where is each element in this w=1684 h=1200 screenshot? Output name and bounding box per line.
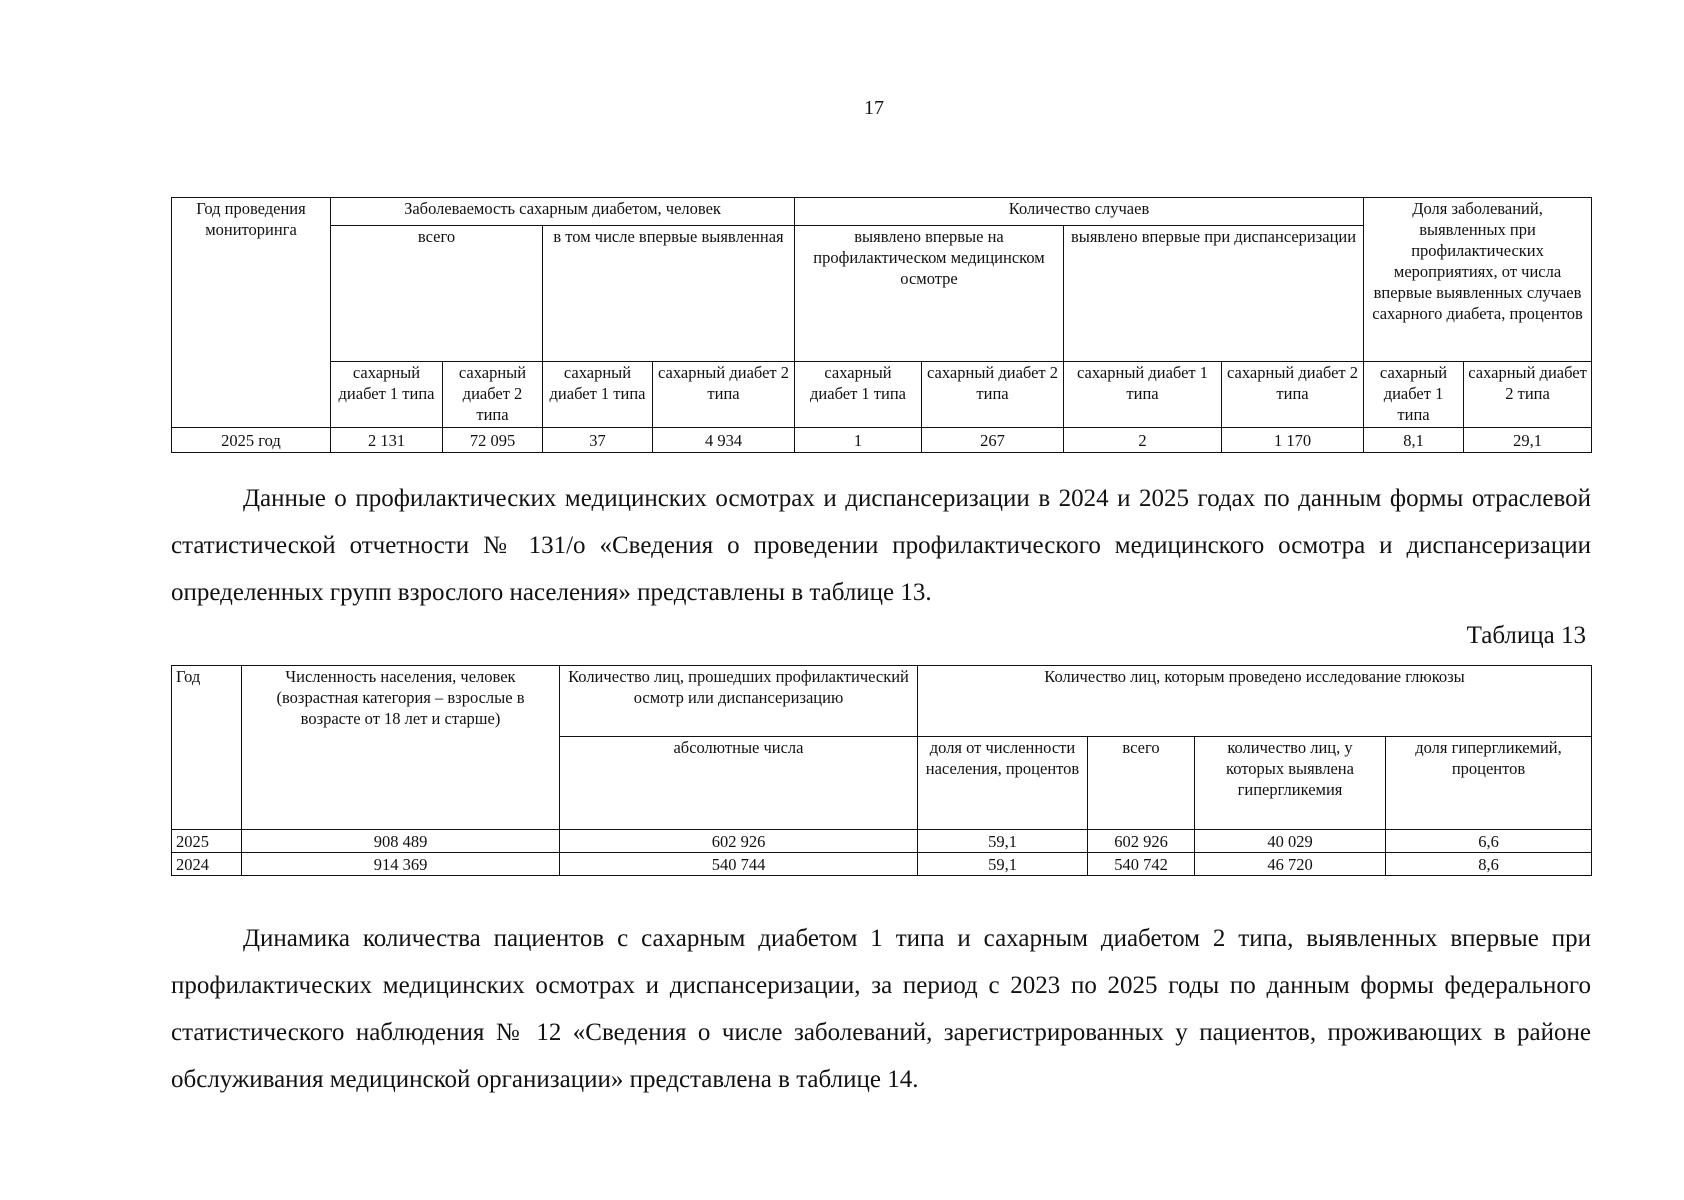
- cell-year: 2025: [172, 830, 242, 853]
- table-row: [172, 830, 1592, 853]
- cell-population: 908 489: [242, 830, 560, 853]
- cell-new-dm1: 37: [543, 428, 653, 453]
- cell-prof-dm2: 267: [922, 428, 1064, 453]
- header-dm1: сахарный диабет 1 типа: [795, 362, 922, 428]
- header-dm2: сахарный диабет 2 типа: [922, 362, 1064, 428]
- header-hyperglycemia-share: доля гипергликемий, процентов: [1386, 737, 1592, 830]
- paragraph-2: Динамика количества пациентов с сахарным диабетом 1 типа и сахарным диабетом 2 типа, выявленных впервые при профилактических медицинских осмотрах и диспансеризации, за период с 2023 по 2025 годы по данным формы федерального статистического наблюдения № 12 «Сведения о числе заболеваний, зарегистрированных у пациентов, проживающих в районе обслуживания медицинской организации» представлена в таблице 14.: [171, 925, 1591, 1093]
- header-total: всего: [1088, 737, 1195, 830]
- header-dm2: сахарный диабет 2 типа: [1222, 362, 1364, 428]
- header-share-population: доля от численности населения, процентов: [918, 737, 1088, 830]
- header-dm2: сахарный диабет 2 типа: [1464, 362, 1592, 428]
- cell-new-dm2: 4 934: [653, 428, 795, 453]
- table-13-caption: Таблица 13: [1466, 622, 1586, 649]
- header-passed: Количество лиц, прошедших профилактический осмотр или диспансеризацию: [560, 666, 918, 737]
- header-dm1: сахарный диабет 1 типа: [1064, 362, 1222, 428]
- cell-total-dm2: 72 095: [443, 428, 543, 453]
- header-newly-detected: в том числе впервые выявленная: [543, 226, 795, 362]
- cell-year: 2024: [172, 853, 242, 876]
- header-hyperglycemia-count: количество лиц, у которых выявлена гипергликемия: [1195, 737, 1386, 830]
- cell-hyper-share: 6,6: [1386, 830, 1592, 853]
- header-dm1: сахарный диабет 1 типа: [1364, 362, 1464, 428]
- page-number: 17: [864, 97, 884, 119]
- cell-hyper-share: 8,6: [1386, 853, 1592, 876]
- header-year: Год проведения мониторинга: [172, 198, 331, 428]
- header-total: всего: [331, 226, 543, 362]
- cell-disp-dm2: 1 170: [1222, 428, 1364, 453]
- diabetes-monitoring-table: [171, 197, 1592, 453]
- header-absolute: абсолютные числа: [560, 737, 918, 830]
- table-row: [172, 853, 1592, 876]
- header-year: Год: [172, 666, 242, 830]
- cell-share: 59,1: [918, 853, 1088, 876]
- cell-total-dm1: 2 131: [331, 428, 443, 453]
- cell-share-dm1: 8,1: [1364, 428, 1464, 453]
- header-detected-prof: выявлено впервые на профилактическом медицинском осмотре: [795, 226, 1064, 362]
- cell-total: 602 926: [1088, 830, 1195, 853]
- header-dm2: сахарный диабет 2 типа: [443, 362, 543, 428]
- cell-population: 914 369: [242, 853, 560, 876]
- header-dm2: сахарный диабет 2 типа: [653, 362, 795, 428]
- cell-disp-dm1: 2: [1064, 428, 1222, 453]
- cell-passed: 602 926: [560, 830, 918, 853]
- cell-passed: 540 744: [560, 853, 918, 876]
- header-dm1: сахарный диабет 1 типа: [543, 362, 653, 428]
- paragraph-1: Данные о профилактических медицинских осмотрах и диспансеризации в 2024 и 2025 годах по данным формы отраслевой статистической отчетности № 131/о «Сведения о проведении профилактического медицинского осмотра и диспансеризации определенных групп взрослого населения» представлены в таблице 13.: [171, 485, 1591, 606]
- table-row: [172, 428, 1592, 453]
- header-population: Численность населения, человек (возрастная категория – взрослые в возрасте от 18 лет и старше): [242, 666, 560, 830]
- cell-share: 59,1: [918, 830, 1088, 853]
- header-glucose: Количество лиц, которым проведено исследование глюкозы: [918, 666, 1592, 737]
- cell-year: 2025 год: [172, 428, 331, 453]
- cell-prof-dm1: 1: [795, 428, 922, 453]
- cell-share-dm2: 29,1: [1464, 428, 1592, 453]
- cell-hyper: 46 720: [1195, 853, 1386, 876]
- cell-hyper: 40 029: [1195, 830, 1386, 853]
- header-incidence: Заболеваемость сахарным диабетом, человек: [331, 198, 795, 226]
- header-cases: Количество случаев: [795, 198, 1364, 226]
- header-detected-disp: выявлено впервые при диспансеризации: [1064, 226, 1364, 362]
- cell-total: 540 742: [1088, 853, 1195, 876]
- header-share: Доля заболеваний, выявленных при профилактических мероприятиях, от числа впервые выявленных случаев сахарного диабета, процентов: [1364, 198, 1592, 362]
- header-dm1: сахарный диабет 1 типа: [331, 362, 443, 428]
- preventive-exams-table: [171, 665, 1592, 876]
